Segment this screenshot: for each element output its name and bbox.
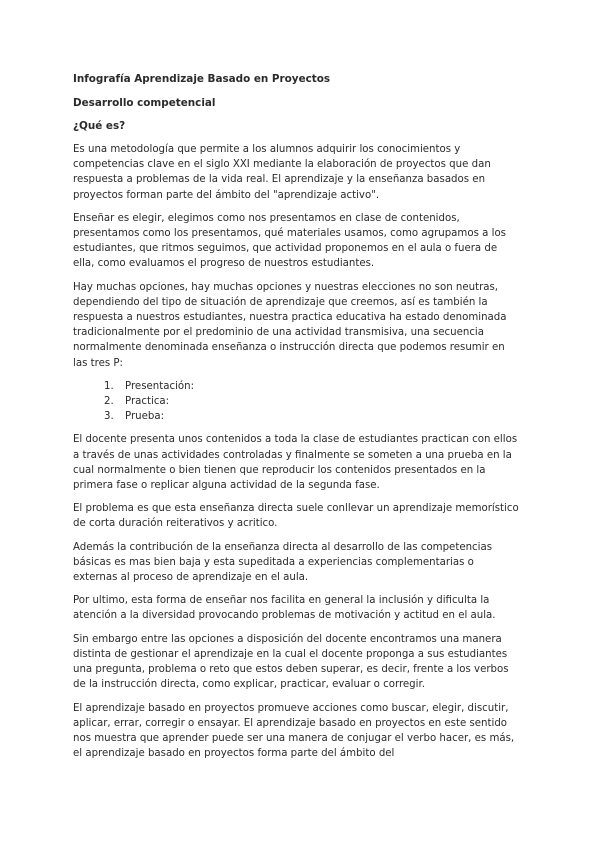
paragraph-docente: El docente presenta unos contenidos a toda la clase de estudiantes practican con ellos a través de unas actividades controladas y finalmente se someten a una prueba en la cual normalmente o bien tienen que reproducir los contenidos presentados en la primera fase o replicar alguna actividad de la segunda fase. bbox=[73, 434, 518, 492]
paragraph-options: Hay muchas opciones, hay muchas opciones y nuestras elecciones no son neutras, dependiendo del tipo de situación de aprendizaje que creemos, así es también la respuesta a nuestros estudiantes, nuestra practica educativa ha estado denominada tradicionalmente por el predominio de una actividad transmisiva, una secuencia normalmente denominada enseñanza o instrucción directa que podemos resumir en las tres P: bbox=[73, 281, 507, 369]
section-question: ¿Qué es? bbox=[73, 120, 126, 132]
paragraph-problema: El problema es que esta enseñanza directa suele conllevar un aprendizaje memorístico de corta duración reiterativos y acritico. bbox=[73, 503, 519, 530]
list-item: 1. Presentación: bbox=[117, 379, 519, 394]
document-title: Infografía Aprendizaje Basado en Proyectos bbox=[73, 73, 331, 85]
list-item: 3. Prueba: bbox=[117, 409, 519, 424]
paragraph-sin-embargo: Sin embargo entre las opciones a disposición del docente encontramos una manera distinta de gestionar el aprendizaje en la cual el docente proponga a sus estudiantes una pregunta, problema o reto que estos deben superar, es decir, frente a los verbos de la instrucción directa, como explicar, practicar, evaluar o corregir. bbox=[73, 633, 509, 691]
paragraph-abp: El aprendizaje basado en proyectos promueve acciones como buscar, elegir, discutir, aplicar, errar, corregir o ensayar. El aprendizaje basado en proyectos en este sentido nos muestra que aprender puede ser una manera de conjugar el verbo hacer, es más, el aprendizaje basado en proyectos forma parte del ámbito del bbox=[73, 702, 515, 760]
paragraph-definition: Es una metodología que permite a los alumnos adquirir los conocimientos y competencias clave en el siglo XXI mediante la elaboración de proyectos que dan respuesta a problemas de la vida real. El aprendizaje y la enseñanza basados en proyectos forman parte del ámbito del "aprendizaje activo". bbox=[73, 144, 491, 201]
list-item: 2. Practica: bbox=[117, 394, 519, 409]
three-p-list bbox=[73, 379, 519, 425]
paragraph-teaching-choices: Enseñar es elegir, elegimos como nos presentamos en clase de contenidos, presentamos como los presentamos, qué materiales usamos, como agrupamos a los estudiantes, que ritmos seguimos, que actividad proponemos en el aula o fuera de ella, como evaluamos el progreso de nuestros estudiantes. bbox=[73, 212, 506, 270]
document-subtitle: Desarrollo competencial bbox=[73, 97, 216, 109]
paragraph-contribucion: Además la contribución de la enseñanza directa al desarrollo de las competencias básicas es mas bien baja y esta supeditada a experiencias complementarias o externas al proceso de aprendizaje en el aula. bbox=[73, 541, 493, 584]
paragraph-ultimo: Por ultimo, esta forma de enseñar nos facilita en general la inclusión y dificulta la atención a la diversidad provocando problemas de motivación y actitud en el aula. bbox=[73, 595, 496, 622]
